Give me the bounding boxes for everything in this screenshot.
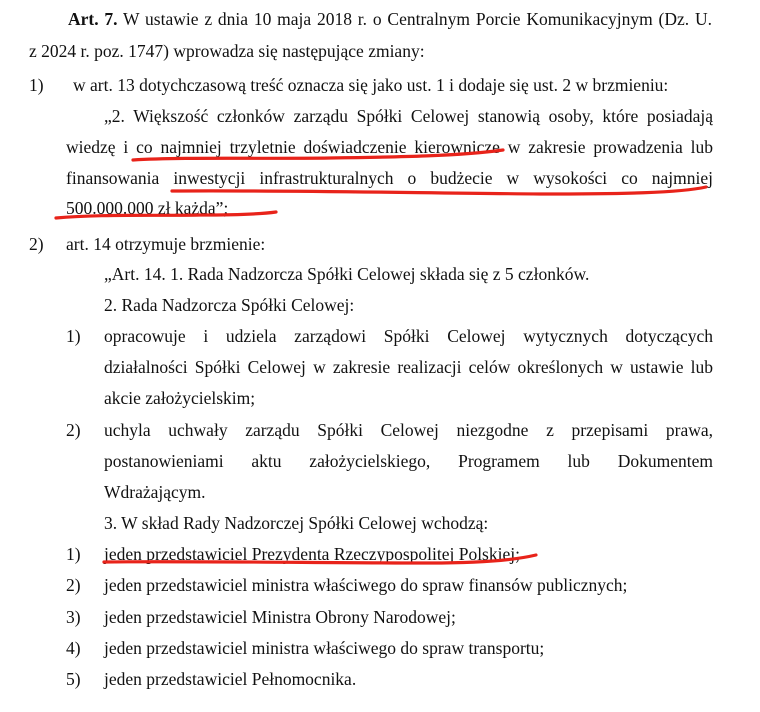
- article-intro-line-2: z 2024 r. poz. 1747) wprowadza się następujące zmiany:: [29, 41, 425, 61]
- ust2-item-1-number: 1): [66, 326, 81, 346]
- art14-ust3: 3. W skład Rady Nadzorczej Spółki Celowej wchodzą:: [104, 513, 489, 533]
- ust3-item-2-text: jeden przedstawiciel ministra właściwego do spraw finansów publicznych;: [104, 575, 628, 595]
- ust2-item-2-line-3: Wdrażającym.: [104, 482, 206, 502]
- ust3-item-3-number: 3): [66, 607, 81, 627]
- ust2-item-1-line-2: działalności Spółki Celowej w zakresie realizacji celów określonych w ustawie lub: [104, 357, 713, 377]
- point-1-quote-line-1: „2. Większość członków zarządu Spółki Celowej stanowią osoby, które posiadają: [104, 106, 713, 126]
- ust2-item-2-line-1: uchyla uchwały zarządu Spółki Celowej niezgodne z przepisami prawa,: [104, 420, 713, 440]
- point-1-quote-line-3: finansowania inwestycji infrastrukturalnych o budżecie w wysokości co najmniej: [66, 168, 713, 188]
- art14-ust2: 2. Rada Nadzorcza Spółki Celowej:: [104, 295, 355, 315]
- article-intro-line-1: [68, 8, 712, 30]
- ust2-item-2-line-2: postanowieniami aktu założycielskiego, Programem lub Dokumentem: [104, 451, 713, 471]
- ust3-item-3-text: jeden przedstawiciel Ministra Obrony Narodowej;: [104, 607, 456, 627]
- ust3-item-1-number: 1): [66, 544, 81, 564]
- ust2-item-1-line-1: opracowuje i udziela zarządowi Spółki Celowej wytycznych dotyczących: [104, 326, 713, 346]
- point-2-text: art. 14 otrzymuje brzmienie:: [66, 234, 266, 254]
- point-1-number: 1): [29, 75, 44, 95]
- ust2-item-2-number: 2): [66, 420, 81, 440]
- ust3-item-2-number: 2): [66, 575, 81, 595]
- ust3-item-5-number: 5): [66, 669, 81, 689]
- ust3-item-5-text: jeden przedstawiciel Pełnomocnika.: [104, 669, 357, 689]
- point-1-quote-line-4: 500.000.000 zł każda”;: [66, 198, 229, 218]
- point-1-text: w art. 13 dotychczasową treść oznacza się jako ust. 1 i dodaje się ust. 2 w brzmieniu:: [73, 75, 669, 95]
- ust3-item-4-text: jeden przedstawiciel ministra właściwego do spraw transportu;: [104, 638, 545, 658]
- art14-ust1: „Art. 14. 1. Rada Nadzorcza Spółki Celowej składa się z 5 członków.: [104, 264, 590, 284]
- point-2-number: 2): [29, 234, 44, 254]
- ust3-item-1-text: jeden przedstawiciel Prezydenta Rzeczypospolitej Polskiej;: [104, 544, 520, 564]
- article-intro-text: W ustawie z dnia 10 maja 2018 r. o Centralnym Porcie Komunikacyjnym (Dz. U.: [123, 9, 712, 29]
- ust2-item-1-line-3: akcie założycielskim;: [104, 388, 256, 408]
- article-label: Art. 7.: [68, 9, 118, 29]
- point-1-quote-line-2: wiedzę i co najmniej trzyletnie doświadczenie kierownicze w zakresie prowadzenia lub: [66, 137, 713, 157]
- ust3-item-4-number: 4): [66, 638, 81, 658]
